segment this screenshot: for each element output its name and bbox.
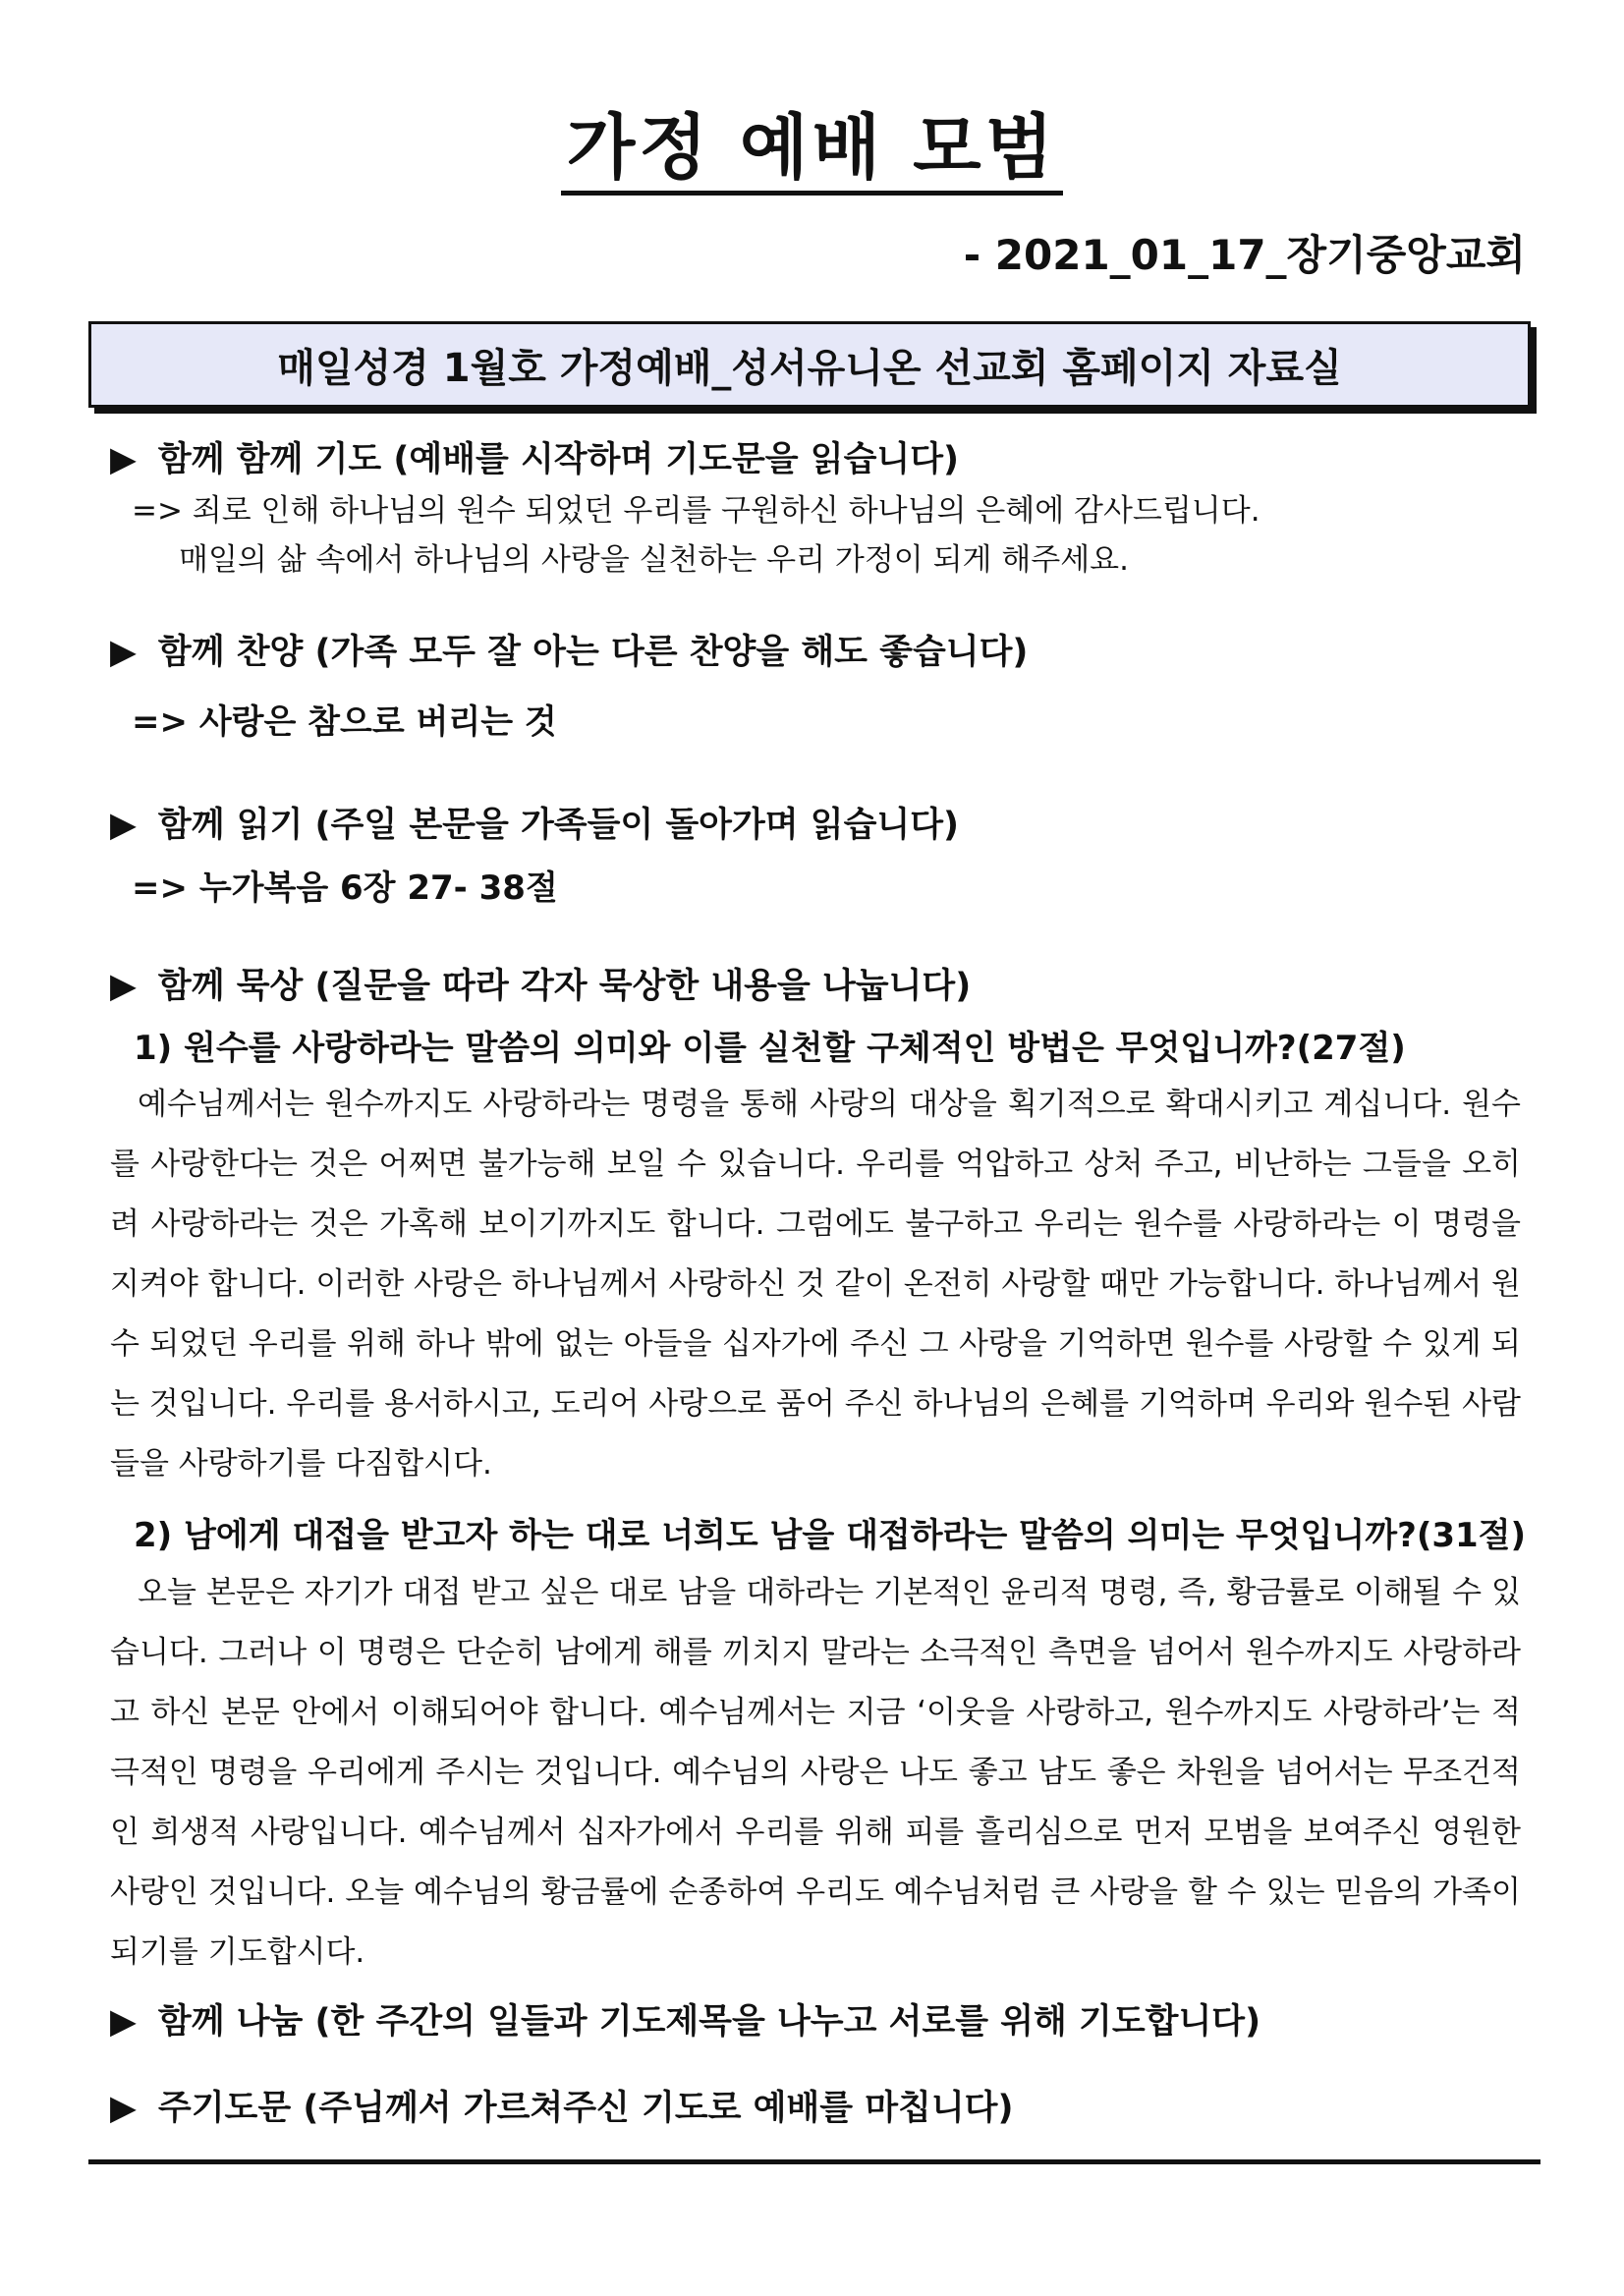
- section-heading-text: 주기도문 (주님께서 가르쳐주신 기도로 예배를 마칩니다): [157, 2089, 1014, 2128]
- prayer-line-2: 매일의 삶 속에서 하나님의 사랑을 실천하는 우리 가정이 되게 해주세요.: [179, 542, 1129, 578]
- bottom-rule: [88, 2159, 1540, 2164]
- triangle-bullet-icon: ▶: [110, 440, 137, 479]
- triangle-bullet-icon: ▶: [110, 967, 137, 1006]
- meditation-question-2: 2) 남에게 대접을 받고자 하는 대로 너희도 남을 대접하라는 말씀의 의미는 무엇입니까?(31절): [134, 1516, 1527, 1555]
- page-title: [0, 98, 1624, 196]
- source-banner: 매일성경 1월호 가정예배_성서유니온 선교회 홈페이지 자료실: [88, 321, 1531, 408]
- prayer-line-1: => 죄로 인해 하나님의 원수 되었던 우리를 구원하신 하나님의 은혜에 감사드립니다.: [132, 493, 1260, 529]
- section-heading-reading: [110, 804, 959, 847]
- triangle-bullet-icon: ▶: [110, 2002, 137, 2042]
- triangle-bullet-icon: ▶: [110, 633, 137, 672]
- section-heading-text: 함께 찬양 (가족 모두 잘 아는 다른 찬양을 해도 좋습니다): [157, 633, 1029, 672]
- meditation-paragraph-1: 예수님께서는 원수까지도 사랑하라는 명령을 통해 사랑의 대상을 획기적으로 확대시키고 계십니다. 원수를 사랑한다는 것은 어쩌면 불가능해 보일 수 있습니다. 우리를 억압하고 상처 주고, 비난하는 그들을 오히려 사랑하라는 것은 가혹해 보이기까지도 합니다. 그럼에도 불구하고 우리는 원수를 사랑하라는 이 명령을 지켜야 합니다. 이러한 사랑은 하나님께서 사랑하신 것 같이 온전히 사랑할 때만 가능합니다. 하나님께서 원수 되었던 우리를 위해 하나 밖에 없는 아들을 십자가에 주신 그 사랑을 기억하면 원수를 사랑할 수 있게 되는 것입니다. 우리를 용서하시고, 도리어 사랑으로 품어 주신 하나님의 은혜를 기억하며 우리와 원수된 사람들을 사랑하기를 다짐합시다.: [110, 1087, 1521, 1482]
- section-heading-text: 함께 함께 기도 (예배를 시작하며 기도문을 읽습니다): [157, 440, 960, 479]
- reading-passage: => 누가복음 6장 27- 38절: [132, 868, 558, 908]
- meditation-question-1: 1) 원수를 사랑하라는 말씀의 의미와 이를 실천할 구체적인 방법은 무엇입니까?(27절): [134, 1029, 1406, 1068]
- section-heading-praise: [110, 631, 1028, 674]
- section-heading-text: 함께 읽기 (주일 본문을 가족들이 돌아가며 읽습니다): [157, 806, 960, 845]
- dateline: - 2021_01_17_장기중앙교회: [963, 231, 1526, 279]
- meditation-paragraph-2: 오늘 본문은 자기가 대접 받고 싶은 대로 남을 대하라는 기본적인 윤리적 명령, 즉, 황금률로 이해될 수 있습니다. 그러나 이 명령은 단순히 남에게 해를 끼치지 말라는 소극적인 측면을 넘어서 원수까지도 사랑하라고 하신 본문 안에서 이해되어야 합니다. 예수님께서는 지금 ‘이웃을 사랑하고, 원수까지도 사랑하라’는 적극적인 명령을 우리에게 주시는 것입니다. 예수님의 사랑은 나도 좋고 남도 좋은 차원을 넘어서는 무조건적인 희생적 사랑입니다. 예수님께서 십자가에서 우리를 위해 피를 흘리심으로 먼저 모범을 보여주신 영원한 사랑인 것입니다. 오늘 예수님의 황금률에 순종하여 우리도 예수님처럼 큰 사랑을 할 수 있는 믿음의 가족이 되기를 기도합시다.: [110, 1575, 1521, 1970]
- section-heading-prayer: [110, 438, 959, 481]
- triangle-bullet-icon: ▶: [110, 806, 137, 845]
- section-heading-lords-prayer: [110, 2087, 1013, 2130]
- section-heading-text: 함께 나눔 (한 주간의 일들과 기도제목을 나누고 서로를 위해 기도합니다): [157, 2002, 1261, 2042]
- section-heading-text: 함께 묵상 (질문을 따라 각자 묵상한 내용을 나눕니다): [157, 967, 972, 1006]
- section-heading-meditation: [110, 965, 971, 1008]
- triangle-bullet-icon: ▶: [110, 2089, 137, 2128]
- praise-song: => 사랑은 참으로 버리는 것: [132, 702, 557, 742]
- page-title-text: 가정 예배 모범: [561, 106, 1063, 196]
- section-heading-sharing: [110, 2000, 1260, 2044]
